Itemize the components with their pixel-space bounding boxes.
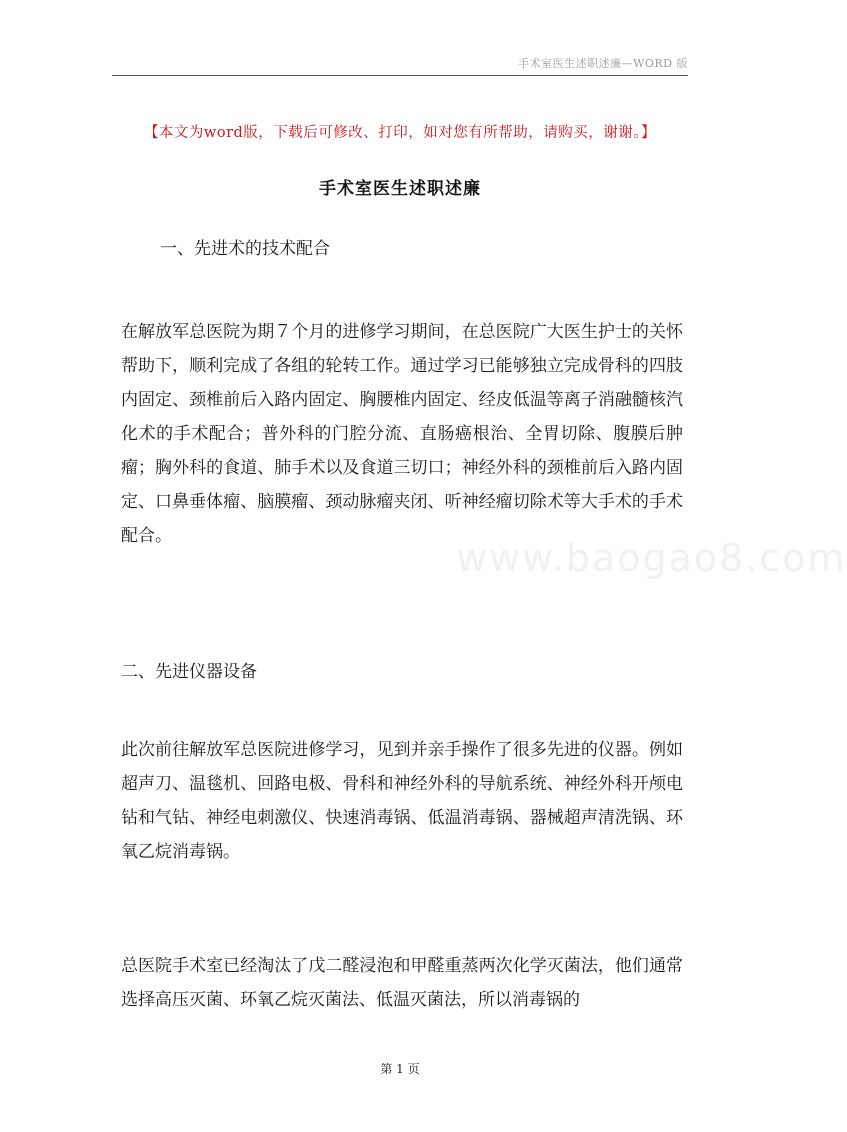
download-notice: 【本文为word版，下载后可修改、打印，如对您有所帮助，请购买，谢谢。】 — [143, 125, 657, 141]
page-number: 第 1 页 — [380, 1062, 420, 1076]
paragraph-technique: 在解放军总医院为期７个月的进修学习期间，在总医院广大医生护士的关怀帮助下，顺利完成了各组的轮转工作。通过学习已能够独立完成骨科的四肢内固定、颈椎前后入路内固定、胸腰椎内固定、经皮低温等离子消融髓核汽化术的手术配合；普外科的门腔分流、直肠癌根治、全胃切除、腹膜后肿瘤；胸外科的食道、肺手术以及食道三切口；神经外科的颈椎前后入路内固定、口鼻垂体瘤、脑膜瘤、颈动脉瘤夹闭、听神经瘤切除术等大手术的手术配合。 — [121, 322, 683, 546]
document-title: 手术室医生述职述廉 — [319, 179, 481, 199]
section-heading-equipment: 二、先进仪器设备 — [121, 662, 257, 682]
section-heading-technique: 一、先进术的技术配合 — [160, 239, 330, 259]
running-header: 手术室医生述职述廉—WORD 版 — [518, 57, 688, 70]
paragraph-equipment: 此次前往解放军总医院进修学习，见到并亲手操作了很多先进的仪器。例如超声刀、温毯机、回路电极、骨科和神经外科的导航系统、神经外科开颅电钻和气钻、神经电刺激仪、快速消毒锅、低温消毒锅、器械超声清洗锅、环氧乙烷消毒锅。 — [121, 740, 683, 862]
header-divider — [112, 75, 688, 76]
paragraph-sterilization: 总医院手术室已经淘汰了戊二醛浸泡和甲醛重蒸两次化学灭菌法，他们通常选择高压灭菌、环氧乙烷灭菌法、低温灭菌法，所以消毒锅的 — [121, 956, 683, 1010]
watermark: www.baogao8.com — [456, 536, 847, 580]
